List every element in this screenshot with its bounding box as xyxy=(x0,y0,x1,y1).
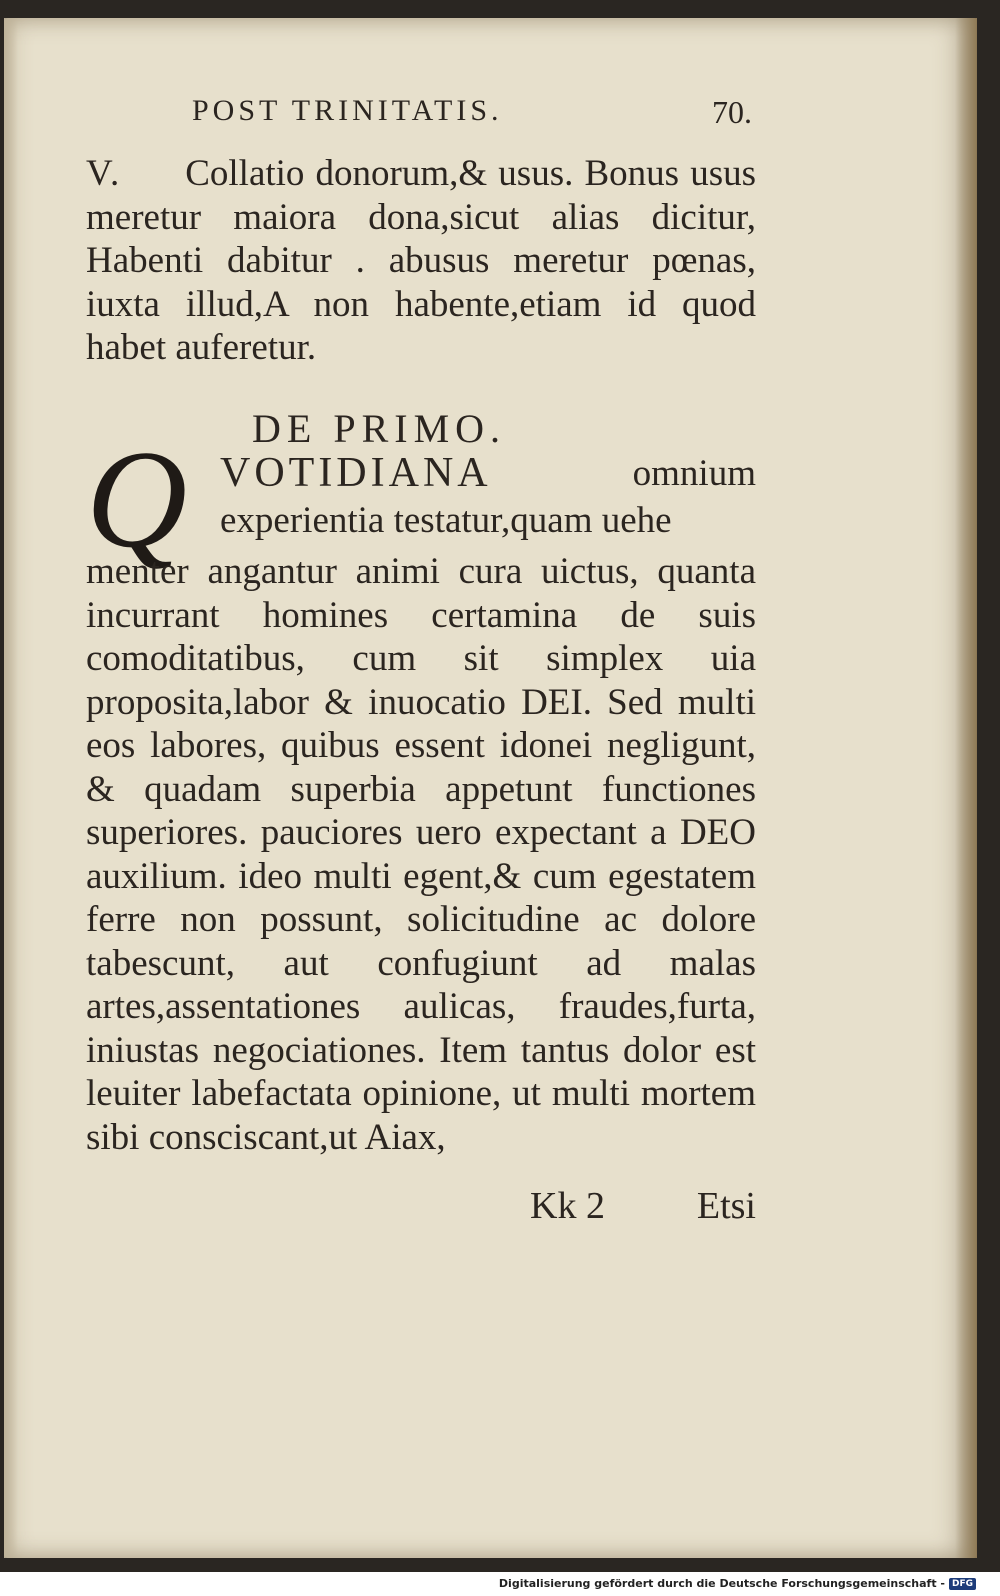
first-line-rest: omnium xyxy=(632,453,756,494)
section-v-text: Collatio donorum,& usus. Bonus usus meretur maiora dona,sicut alias dicitur, Habenti dabitur . abusus meretur pœnas, iuxta illud,A non habente,etiam id quod habet auferetur. xyxy=(86,153,756,368)
page-gutter-shadow xyxy=(4,18,18,1558)
catchline xyxy=(530,1184,756,1228)
signature-mark: Kk 2 xyxy=(530,1185,605,1227)
body-paragraph: menter angantur animi cura uictus, quanta incurrant homines certamina de suis comoditatibus, cum sit simplex uia proposita,labor & inuocatio DEI. Sed multi eos labores, quibus essent idonei negligunt, & quadam superbia appetunt functiones superiores. pauciores uero expectant a DEO auxilium. ideo multi egent,& cum egestatem ferre non possunt, solicitudine ac dolore tabescunt, aut confugiunt ad malas artes,assentationes aulicas, fraudes,furta, iniustas negociationes. Item tantus dolor est leuiter labefactata opinione, ut multi mortem sibi consciscant,ut Aiax, xyxy=(86,551,756,1158)
second-line: experientia testatur,quam uehe xyxy=(220,500,672,541)
running-title: POST TRINITATIS. xyxy=(192,94,503,127)
first-word-caps: VOTIDIANA xyxy=(220,450,492,496)
page-fore-edge xyxy=(955,18,977,1558)
catchword: Etsi xyxy=(696,1185,756,1227)
section-label: V. xyxy=(86,153,122,194)
digitization-credit xyxy=(499,1577,976,1590)
page-number: 70. xyxy=(712,94,752,130)
first-line xyxy=(220,452,756,496)
dfg-logo: DFG xyxy=(949,1578,976,1590)
running-header xyxy=(192,94,752,138)
credit-text: Digitalisierung gefördert durch die Deutsche Forschungsgemeinschaft - xyxy=(498,1577,945,1590)
section-v-paragraph xyxy=(86,152,756,370)
drop-cap-initial: Q xyxy=(86,422,188,577)
section-heading: DE PRIMO. xyxy=(252,406,507,451)
